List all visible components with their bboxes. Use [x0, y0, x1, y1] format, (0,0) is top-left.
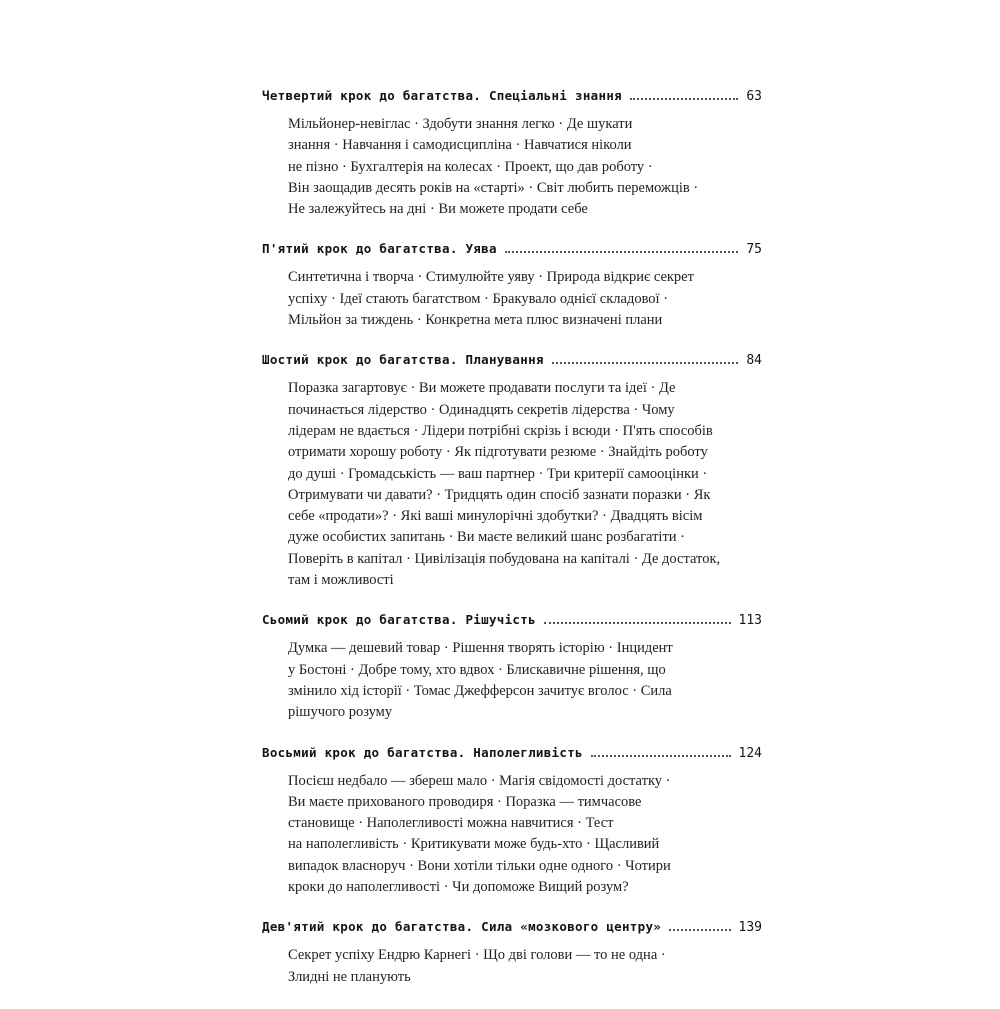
subtopic-line: не пізно · Бухгалтерія на колесах · Проект, що дав роботу ·	[288, 158, 653, 175]
subtopic-line: лідерам не вдається · Лідери потрібні скрізь і всюди · П'ять способів	[288, 422, 713, 439]
chapter-title: Сьомий крок до багатства. Рішучість	[262, 612, 536, 628]
page-number: 113	[738, 613, 762, 629]
toc-entry	[262, 241, 762, 331]
subtopic-line: становище · Наполегливості можна навчитися · Тест	[288, 815, 614, 832]
subtopic-line: рішучого розуму	[288, 704, 393, 721]
subtopic-line: у Бостоні · Добре тому, хто вдвох · Блискавичне рішення, що	[288, 661, 666, 678]
dot-leader	[591, 755, 731, 757]
subtopic-line: Злидні не планують	[288, 968, 411, 985]
page-number: 84	[746, 353, 762, 369]
page-number: 139	[738, 920, 762, 936]
toc-entry-heading	[262, 88, 762, 114]
subtopic-line: себе «продати»? · Які ваші минулорічні здобутки? · Двадцять вісім	[288, 508, 703, 525]
dot-leader	[552, 362, 739, 364]
chapter-title: Шостий крок до багатства. Планування	[262, 352, 544, 368]
subtopic-line: до душі · Громадськість — ваш партнер · Три критерії самооцінки ·	[288, 465, 708, 482]
subtopic-line: Не залежуйтесь на дні · Ви можете продати себе	[288, 201, 588, 218]
toc-entry-heading	[262, 241, 762, 267]
subtopic-line: Думка — дешевий товар · Рішення творять історію · Інцидент	[288, 640, 673, 657]
subtopic-line: Ви маєте прихованого проводиря · Поразка — тимчасове	[288, 793, 642, 810]
page-number: 124	[738, 745, 762, 761]
toc-entry	[262, 612, 762, 723]
subtopic-line: дуже особистих запитань · Ви маєте великий шанс розбагатіти ·	[288, 529, 686, 546]
dot-leader	[505, 251, 739, 253]
dot-leader	[630, 98, 738, 100]
page-number: 63	[746, 89, 762, 104]
subtopic-line: успіху · Ідеї стають багатством · Бракувало однієї складової ·	[288, 290, 669, 307]
subtopic-line: Мільйон за тиждень · Конкретна мета плюс визначені плани	[288, 312, 663, 329]
toc-entry-heading	[262, 612, 762, 638]
toc-entry	[262, 88, 762, 220]
chapter-title: Дев'ятий крок до багатства. Сила «мозкового центру»	[262, 919, 662, 935]
chapter-title: Четвертий крок до багатства. Спеціальні знання	[262, 88, 622, 103]
subtopic-line: на наполегливість · Критикувати може будь-хто · Щасливий	[288, 836, 660, 853]
chapter-subtopics	[262, 771, 762, 899]
chapter-subtopics	[262, 378, 762, 591]
subtopic-line: кроки до наполегливості · Чи допоможе Вищий розум?	[288, 879, 629, 896]
subtopic-line: Отримувати чи давати? · Тридцять один спосіб зазнати поразки · Як	[288, 486, 711, 503]
chapter-subtopics	[262, 945, 762, 988]
toc-entry-heading	[262, 919, 762, 945]
subtopic-line: Поразка загартовує · Ви можете продавати послуги та ідеї · Де	[288, 380, 676, 397]
subtopic-line: отримати хорошу роботу · Як підготувати резюме · Знайдіть роботу	[288, 444, 708, 461]
page-number: 75	[746, 242, 762, 258]
subtopic-line: випадок власноруч · Вони хотіли тільки одне одного · Чотири	[288, 857, 671, 874]
subtopic-line: Поверіть в капітал · Цивілізація побудована на капіталі · Де достаток,	[288, 550, 721, 567]
subtopic-line: там і можливості	[288, 572, 394, 589]
toc-entry-heading	[262, 352, 762, 378]
subtopic-line: Секрет успіху Ендрю Карнегі · Що дві голови — то не одна ·	[288, 947, 666, 964]
subtopic-line: Синтетична і творча · Стимулюйте уяву · Природа відкриє секрет	[288, 269, 694, 286]
toc-entry	[262, 352, 762, 591]
subtopic-line: знання · Навчання і самодисципліна · Навчатися ніколи	[288, 137, 632, 154]
toc-entry	[262, 919, 762, 988]
subtopic-line: Мільйонер-невіглас · Здобути знання легко · Де шукати	[288, 116, 633, 132]
chapter-subtopics	[262, 114, 762, 220]
dot-leader	[669, 929, 730, 931]
chapter-subtopics	[262, 638, 762, 723]
subtopic-line: Він заощадив десять років на «старті» · Світ любить переможців ·	[288, 179, 699, 196]
chapter-title: П'ятий крок до багатства. Уява	[262, 241, 497, 257]
toc-entry-heading	[262, 745, 762, 771]
chapter-subtopics	[262, 267, 762, 331]
subtopic-line: змінило хід історії · Томас Джефферсон зачитує вголос · Сила	[288, 682, 672, 699]
chapter-title: Восьмий крок до багатства. Наполегливість	[262, 744, 583, 760]
table-of-contents	[262, 88, 762, 1009]
subtopic-line: Посієш недбало — збереш мало · Магія свідомості достатку ·	[288, 772, 671, 789]
dot-leader	[544, 622, 731, 624]
subtopic-line: починається лідерство · Одинадцять секретів лідерства · Чому	[288, 401, 675, 418]
toc-entry	[262, 745, 762, 899]
